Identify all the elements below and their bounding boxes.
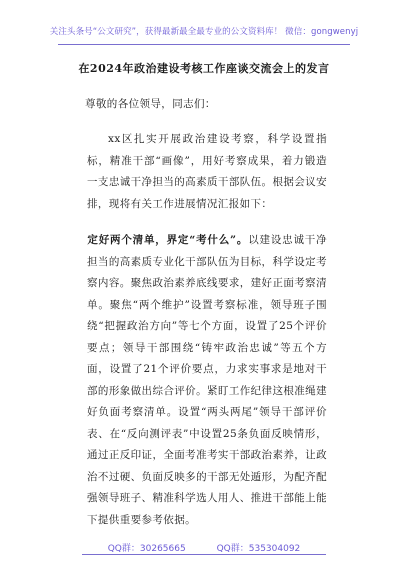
footer-divider: [82, 554, 326, 555]
paragraph-intro: xx区扎实开展政治建设考察，科学设置指标，精准干部“画像”，用好考察成果，着力锻造一支忠诚干净担当的高素质干部队伍。根据会议安排，现将有关工作进展情况汇报如下：: [87, 133, 327, 210]
footer-contacts: [0, 541, 408, 554]
footer-qq-group-1: QQ群：30265665: [107, 544, 186, 554]
header-divider: [58, 44, 350, 45]
section-heading: 定好两个清单，界定“考什么”。: [87, 234, 249, 246]
document-title: 在2024年政治建设考核工作座谈交流会上的发言: [78, 62, 330, 75]
section-body: 以建设忠诚干净担当的高素质专业化干部队伍为目标，科学设定考察内容。聚焦政治素养底线要求，建好正面考察清单。聚焦“两个维护”设置考察标准，领导班子围绕“把握政治方向”等七个方面，设置了25个评价要点；领导干部围绕“铸牢政治忠诚”等五个方面，设置了21个评价要点，力求实事求是地对干部的形象做出综合评价。紧盯工作纪律这根准绳建好负面考察清单。设置“两头两尾”领导干部评价表、在“反向测评表”中设置25条负面反映情形，通过正反印证，全面考准考实干部政治素养，让政治不过硬、负面反映多的干部无处遁形，为配齐配强领导班子、精准科学选人用人、推进干部能上能下提供重要参考依据。: [87, 234, 327, 526]
greeting: 尊敬的各位领导，同志们：: [85, 98, 216, 110]
paragraph-section-1: [87, 230, 327, 531]
header-banner: 关注头条号“公文研究”，获得最新最全最专业的公文资料库！ 微信：gongwenyj: [49, 27, 359, 37]
footer-qq-group-2: QQ群：535304092: [216, 544, 301, 554]
